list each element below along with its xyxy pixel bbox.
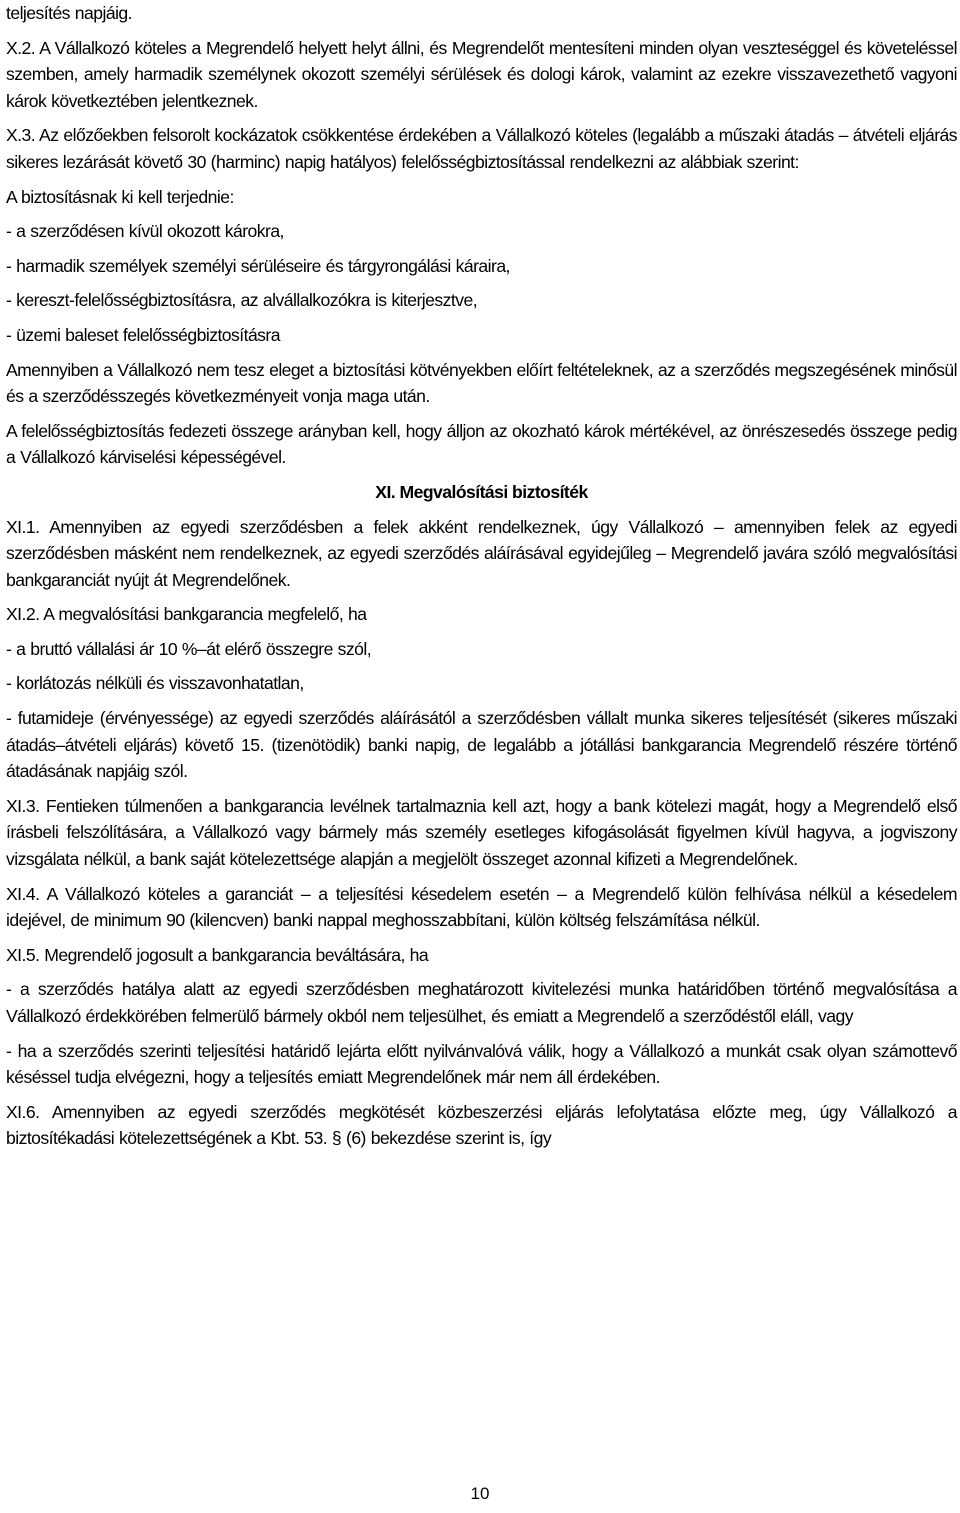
paragraph-xi6: XI.6. Amennyiben az egyedi szerződés megkötését közbeszerzési eljárás lefolytatása előzte meg, úgy Vállalkozó a biztosítékadási kötelezettségének a Kbt. 53. § (6) bekezdése szerint is, így (6, 1101, 957, 1149)
paragraph-breach: Amennyiben a Vállalkozó nem tesz eleget a biztosítási kötvényekben előírt feltételeknek, az a szerződés megszegésének minősül és a szerződésszegés következményeit vonja maga után. (6, 359, 957, 407)
list-item-cross-liability: - kereszt-felelősségbiztosításra, az alvállalkozókra is kiterjesztve, (6, 290, 478, 311)
paragraph-xi5: XI.5. Megrendelő jogosult a bankgarancia beváltására, ha (6, 944, 429, 965)
document-page (6, 0, 957, 1152)
list-item-delay: - ha a szerződés szerinti teljesítési határidő lejárta előtt nyilvánvalóvá válik, hogy a Vállalkozó a munkát csak olyan számottevő késéssel tudja elvégezni, hogy a teljesítés emiatt Megrendelőnek már nem áll érdekében. (6, 1040, 957, 1088)
list-item-gross-price: - a bruttó vállalási ár 10 %–át elérő összegre szól, (6, 638, 372, 659)
paragraph-x2: X.2. A Vállalkozó köteles a Megrendelő helyett helyt állni, és Megrendelőt mentesíteni minden olyan veszteséggel és követeléssel szemben, amely harmadik személynek okozott személyi sérülések és dologi károk, valamint az ezekre visszavezethető vagyoni károk következtében jelentkeznek. (6, 37, 957, 111)
section-heading-xi: XI. Megvalósítási biztosíték (375, 481, 588, 502)
paragraph-continuation: teljesítés napjáig. (6, 3, 132, 23)
paragraph-xi2: XI.2. A megvalósítási bankgarancia megfelelő, ha (6, 604, 367, 625)
page-number: 10 (470, 1484, 490, 1503)
paragraph-insurance-scope: A biztosításnak ki kell terjednie: (6, 186, 234, 207)
paragraph-xi3: XI.3. Fentieken túlmenően a bankgarancia levélnek tartalmaznia kell azt, hogy a bank kötelezi magát, hogy a Megrendelő első írásbeli felszólítására, a Vállalkozó vagy bármely más személy esetleges kifogásolását figyelmen kívül hagyva, a jogviszony vizsgálata nélkül, a bank saját kötelezettsége alapján a megjelölt összeget azonnal kifizeti a Megrendelőnek. (6, 795, 957, 870)
list-item-noncontract-damages: - a szerződésen kívül okozott károkra, (6, 221, 284, 242)
paragraph-x3: X.3. Az előzőekben felsorolt kockázatok csökkentése érdekében a Vállalkozó köteles (legalább a műszaki átadás – átvételi eljárás sikeres lezárását követő 30 (harminc) napig hatályos) felelősségbiztosítással rendelkezni az alábbiak szerint: (6, 125, 957, 172)
list-item-validity: - futamideje (érvényessége) az egyedi szerződés aláírásától a szerződésben vállalt munka sikeres teljesítését (sikeres műszaki átadás–átvételi eljárás) követő 15. (tizenötödik) banki napig, de legalább a jótállási bankgarancia Megrendelő részére történő átadásának napjáig szól. (6, 708, 957, 782)
list-item-workplace-accident: - üzemi baleset felelősségbiztosításra (6, 324, 280, 345)
list-item-withdrawal: - a szerződés hatálya alatt az egyedi szerződésben meghatározott kivitelezési munka határidőben történő megvalósítása a Vállalkozó érdekkörében felmerülő bármely okból nem teljesülhet, és emiatt a Megrendelő a szerződéstől eláll, vagy (6, 979, 957, 1026)
paragraph-xi1: XI.1. Amennyiben az egyedi szerződésben a felek akként rendelkeznek, úgy Vállalkozó – amennyiben felek az egyedi szerződésben másként nem rendelkeznek, az egyedi szerződés aláírásával egyidejűleg – Megrendelő javára szóló megvalósítási bankgaranciát nyújt át Megrendelőnek. (6, 516, 957, 590)
list-item-unconditional: - korlátozás nélküli és visszavonhatatlan, (6, 673, 304, 694)
list-item-third-party-injuries: - harmadik személyek személyi sérüléseire és tárgyrongálási káraira, (6, 255, 510, 276)
paragraph-coverage-amount: A felelősségbiztosítás fedezeti összege arányban kell, hogy álljon az okozható károk mértékével, az önrészesedés összege pedig a Vállalkozó kárviselési képességével. (6, 420, 957, 468)
paragraph-xi4: XI.4. A Vállalkozó köteles a garanciát – a teljesítési késedelem esetén – a Megrendelő külön felhívása nélkül a késedelem idejével, de minimum 90 (kilencven) banki nappal meghosszabbítani, külön költség felszámítása nélkül. (6, 883, 957, 931)
